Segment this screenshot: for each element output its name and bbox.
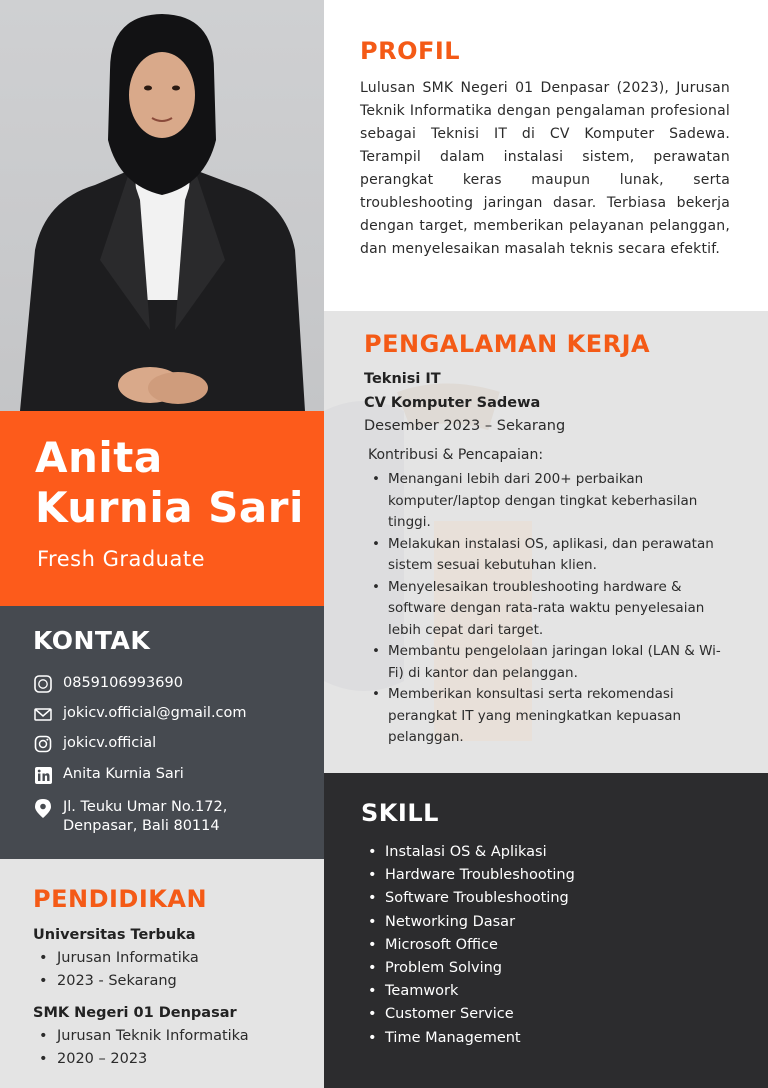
address-line-2: Denpasar, Bali 80114 [63,818,220,834]
list-item: • Menyelesaikan troubleshooting hardware & software dengan rata-rata waktu penyelesaian lebih cepat dari target. [388,577,734,642]
list-item: • Teamwork [385,980,575,1003]
education-section [0,859,324,1088]
right-column [324,0,768,1088]
contact-email [33,704,247,724]
education-detail: • Jurusan Informatika [57,950,199,966]
school-name: SMK Negeri 01 Denpasar [33,1005,237,1021]
profile-summary: Lulusan SMK Negeri 01 Denpasar (2023), Jurusan Teknik Informatika dengan pengalaman profesional sebagai Teknisi IT di CV Komputer Sadewa. Terampil dalam instalasi sistem, perawatan perangkat keras maupun lunak, serta troubleshooting jaringan dasar. Terbiasa bekerja dengan target, memberikan pelayanan pelanggan, dan menyelesaikan masalah teknis secara efektif. [360,80,730,257]
last-name: Kurnia Sari [35,483,304,532]
school-name: Universitas Terbuka [33,927,196,943]
list-item: • Time Management [385,1027,575,1050]
profile-section [324,0,768,311]
list-item: • Instalasi OS & Aplikasi [385,841,575,864]
list-item: • Problem Solving [385,957,575,980]
list-item: • Software Troubleshooting [385,887,575,910]
list-item: • Hardware Troubleshooting [385,864,575,887]
phone-text: 0859106993690 [63,675,183,691]
company-name: CV Komputer Sadewa [364,395,541,411]
instagram-text: jokicv.official [63,735,157,751]
instagram-icon [33,734,53,754]
list-item: • Networking Dasar [385,911,575,934]
skills-section [324,773,768,1088]
experience-section [324,311,768,773]
email-icon [33,704,53,724]
profile-photo-illustration [0,0,324,411]
contact-address [33,798,227,836]
whatsapp-icon [33,674,53,694]
job-date: Desember 2023 – Sekarang [364,418,566,434]
experience-heading: PENGALAMAN KERJA [364,330,651,358]
job-title: Fresh Graduate [37,547,206,571]
list-item: • Membantu pengelolaan jaringan lokal (LAN & Wi-Fi) di kantor dan pelanggan. [388,641,734,684]
contact-linkedin [33,765,184,785]
contact-instagram [33,734,156,754]
name-banner [0,411,324,606]
education-detail: • 2020 – 2023 [57,1051,147,1067]
list-item: • Customer Service [385,1003,575,1026]
list-item: • Memberikan konsultasi serta rekomendasi perangkat IT yang meningkatkan kepuasan pelanggan. [388,684,734,749]
education-heading: PENDIDIKAN [33,885,208,913]
skills-heading: SKILL [361,799,439,827]
linkedin-text: Anita Kurnia Sari [63,766,184,782]
job-role: Teknisi IT [364,371,441,387]
contact-phone [33,674,183,694]
list-item: • Menangani lebih dari 200+ perbaikan komputer/laptop dengan tingkat keberhasilan tinggi. [388,469,734,534]
achievements-label: Kontribusi & Pencapaian: [368,447,544,463]
list-item: • Microsoft Office [385,934,575,957]
email-text: jokicv.official@gmail.com [63,705,247,721]
education-detail: • 2023 - Sekarang [57,973,177,989]
profile-photo [0,0,324,411]
education-detail: • Jurusan Teknik Informatika [57,1028,249,1044]
contact-section [0,606,324,859]
address-line-1: Jl. Teuku Umar No.172, [63,799,228,815]
contact-heading: KONTAK [33,626,151,655]
left-column [0,0,324,1088]
location-pin-icon [33,798,53,818]
skills-list [385,841,575,1050]
first-name: Anita [35,433,163,482]
list-item: • Melakukan instalasi OS, aplikasi, dan perawatan sistem sesuai kebutuhan klien. [388,534,734,577]
achievements-list [388,469,734,749]
profile-heading: PROFIL [360,37,461,65]
linkedin-icon [33,765,53,785]
